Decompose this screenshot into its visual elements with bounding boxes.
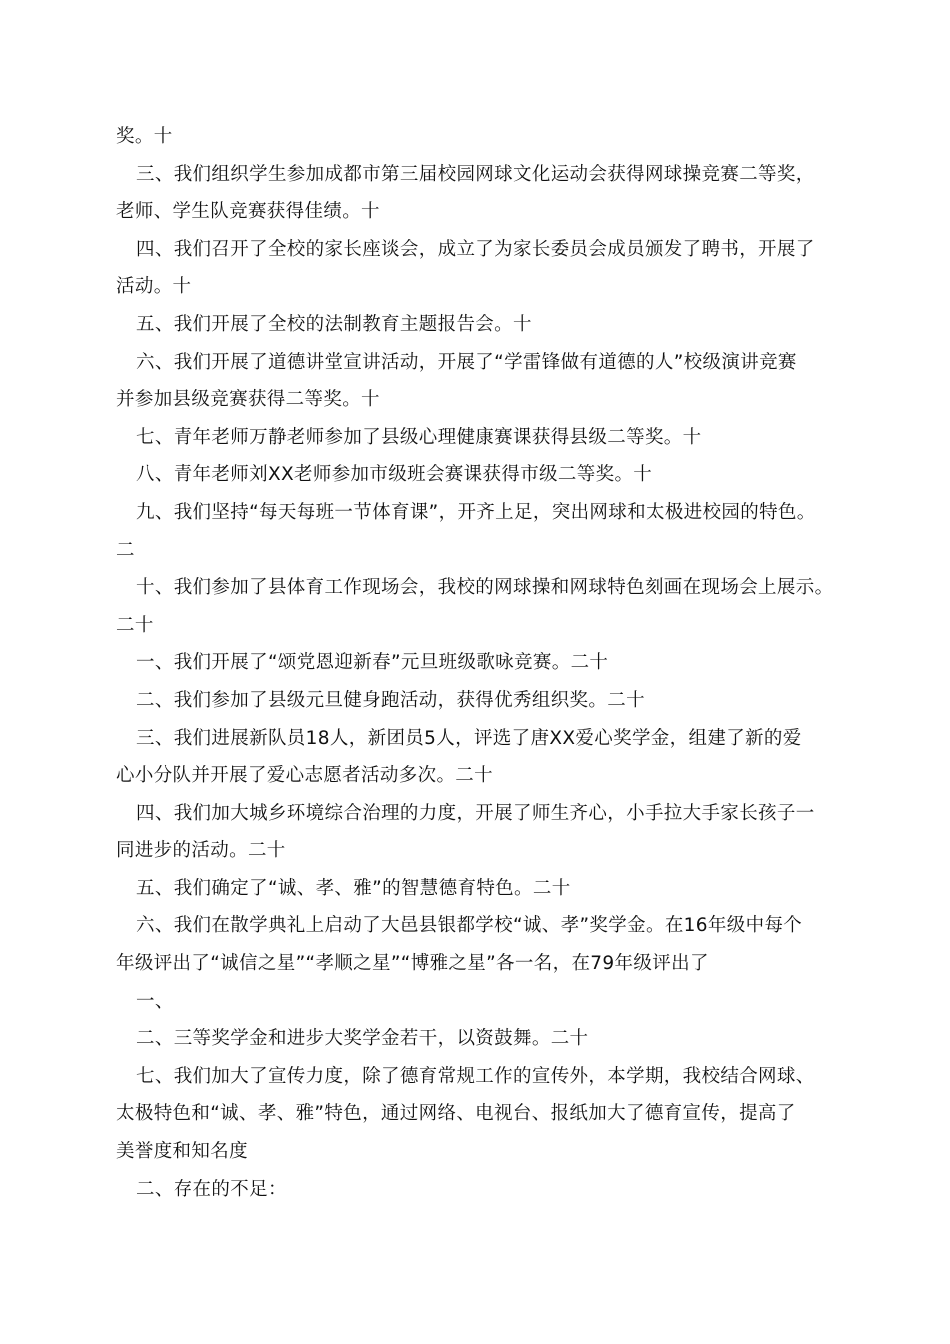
text-line: 七、我们加大了宣传力度，除了德育常规工作的宣传外，本学期，我校结合网球、 [136,1065,815,1087]
text-line: 奖。十 [116,126,173,147]
text-line: 二、存在的不足： [136,1178,287,1200]
text-line: 六、我们在散学典礼上启动了大邑县银都学校“诚、孝”奖学金。在16年级中每个 [136,915,803,937]
document-body [116,118,851,1208]
text-line: 五、我们开展了全校的法制教育主题报告会。十 [136,313,532,335]
text-line: 三、我们进展新队员18人，新团员5人，评选了唐XX爱心奖学金，组建了新的爱 [136,727,802,749]
text-line: 九、我们坚持“每天每班一节体育课”，开齐上足，突出网球和太极进校园的特色。 [136,501,816,523]
text-line: 四、我们加大城乡环境综合治理的力度，开展了师生齐心，小手拉大手家长孩子一 [136,802,815,824]
text-line: 四、我们召开了全校的家长座谈会，成立了为家长委员会成员颁发了聘书，开展了 [136,238,815,260]
text-line: 二、我们参加了县级元旦健身跑活动，获得优秀组织奖。二十 [136,689,645,711]
text-line: 活动。十 [116,276,192,298]
text-line: 美誉度和知名度 [116,1141,248,1163]
text-line: 并参加县级竞赛获得二等奖。十 [116,389,380,411]
text-line: 二十 [116,614,154,636]
text-line: 八、青年老师刘XX老师参加市级班会赛课获得市级二等奖。十 [136,464,653,486]
text-line: 二、三等奖学金和进步大奖学金若干，以资鼓舞。二十 [136,1028,589,1050]
text-line: 老师、学生队竞赛获得佳绩。十 [116,201,380,223]
text-line: 五、我们确定了“诚、孝、雅”的智慧德育特色。二十 [136,877,571,899]
text-line: 太极特色和“诚、孝、雅”特色，通过网络、电视台、报纸加大了德育宣传，提高了 [116,1103,796,1125]
text-line: 七、青年老师万静老师参加了县级心理健康赛课获得县级二等奖。十 [136,426,702,448]
text-line: 同进步的活动。二十 [116,840,286,862]
text-line: 年级评出了“诚信之星”“孝顺之星”“博雅之星”各一名，在79年级评出了 [116,953,709,975]
text-line: 六、我们开展了道德讲堂宣讲活动，开展了“学雷锋做有道德的人”校级演讲竞赛 [136,351,797,373]
text-line: 三、我们组织学生参加成都市第三届校园网球文化运动会获得网球操竞赛二等奖， [136,163,815,185]
text-line: 一、我们开展了“颂党恩迎新春”元旦班级歌咏竞赛。二十 [136,652,609,674]
text-line: 心小分队并开展了爱心志愿者活动多次。二十 [116,765,494,787]
text-line: 十、我们参加了县体育工作现场会，我校的网球操和网球特色刻画在现场会上展示。 [136,577,834,599]
text-line: 二 [116,539,135,561]
text-line: 一、 [136,990,174,1012]
